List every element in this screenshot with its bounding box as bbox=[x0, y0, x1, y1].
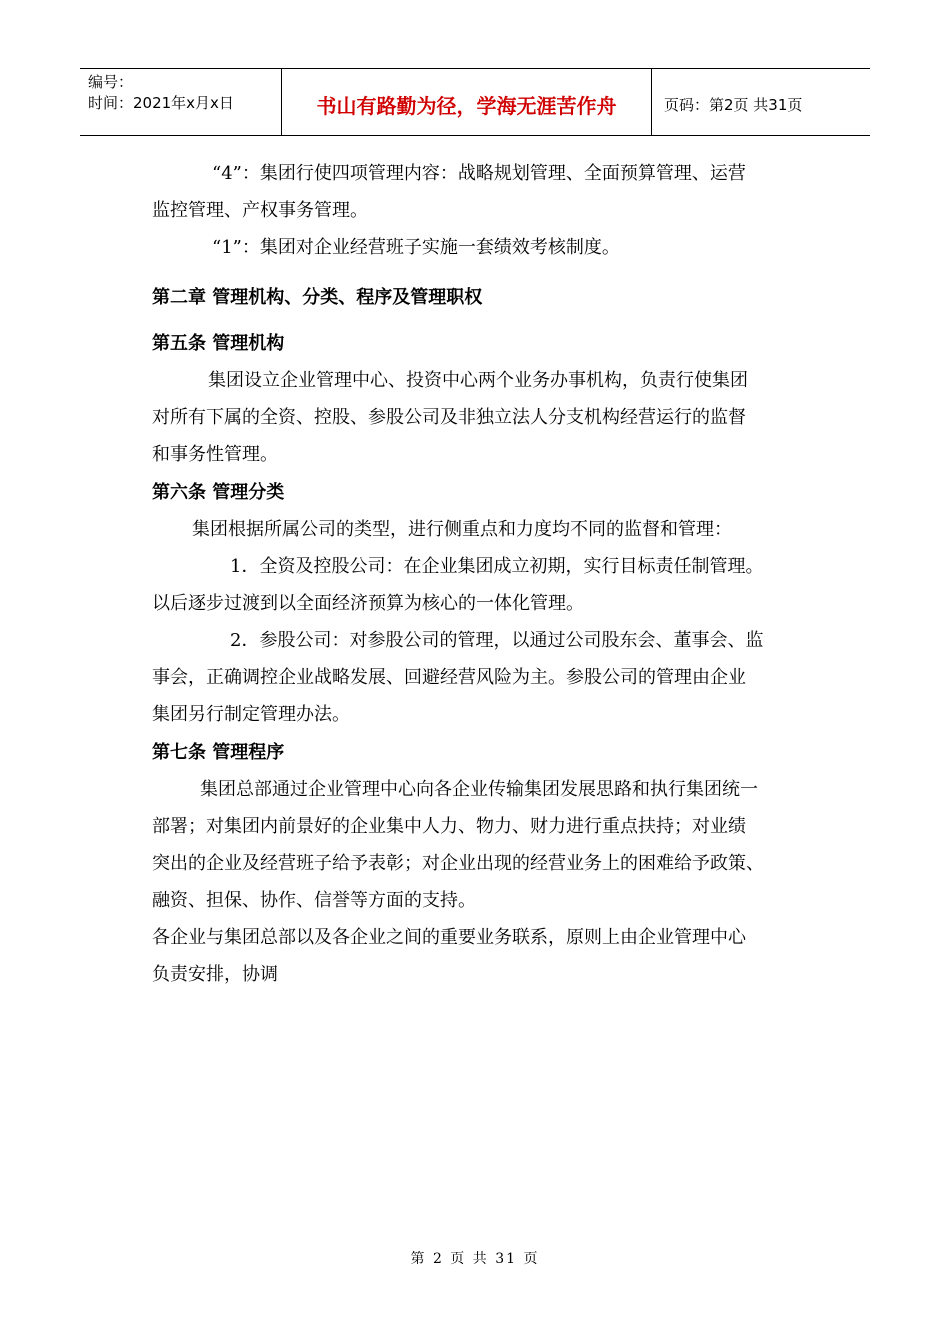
body-line: 集团总部通过企业管理中心向各企业传输集团发展思路和执行集团统一 bbox=[200, 779, 758, 800]
body-line: 以后逐步过渡到以全面经济预算为核心的一体化管理。 bbox=[152, 593, 584, 614]
body-line: 事会，正确调控企业战略发展、回避经营风险为主。参股公司的管理由企业 bbox=[152, 667, 746, 688]
header-motto: 书山有路勤为径，学海无涯苦作舟 bbox=[281, 69, 652, 135]
body-line: “4”：集团行使四项管理内容：战略规划管理、全面预算管理、运营 bbox=[212, 163, 746, 184]
body-line: 监控管理、产权事务管理。 bbox=[152, 200, 368, 221]
body-line: 和事务性管理。 bbox=[152, 444, 278, 465]
document-number-label: 编号： bbox=[88, 73, 134, 91]
document-date: 时间：2021年x月x日 bbox=[88, 94, 234, 112]
header-meta bbox=[80, 69, 281, 135]
body-line: “1”：集团对企业经营班子实施一套绩效考核制度。 bbox=[212, 237, 620, 258]
body-line: 突出的企业及经营班子给予表彰；对企业出现的经营业务上的困难给予政策、 bbox=[152, 853, 764, 874]
header-page-info: 页码：第2页 共31页 bbox=[664, 95, 803, 114]
body-line: 集团根据所属公司的类型，进行侧重点和力度均不同的监督和管理： bbox=[192, 519, 732, 540]
body-line: 负责安排，协调 bbox=[152, 964, 278, 985]
document-header bbox=[80, 68, 870, 136]
body-line: 各企业与集团总部以及各企业之间的重要业务联系，原则上由企业管理中心 bbox=[152, 927, 746, 948]
chapter-heading: 第二章 管理机构、分类、程序及管理职权 bbox=[152, 287, 483, 308]
article-heading: 第五条 管理机构 bbox=[152, 333, 285, 354]
body-line: 集团设立企业管理中心、投资中心两个业务办事机构，负责行使集团 bbox=[208, 370, 748, 391]
article-heading: 第六条 管理分类 bbox=[152, 482, 285, 503]
body-line: 集团另行制定管理办法。 bbox=[152, 704, 350, 725]
body-line: 1．全资及控股公司：在企业集团成立初期，实行目标责任制管理。 bbox=[230, 556, 764, 577]
article-heading: 第七条 管理程序 bbox=[152, 742, 285, 763]
body-line: 部署；对集团内前景好的企业集中人力、物力、财力进行重点扶持；对业绩 bbox=[152, 816, 746, 837]
body-line: 2．参股公司：对参股公司的管理，以通过公司股东会、董事会、监 bbox=[230, 630, 764, 651]
body-line: 对所有下属的全资、控股、参股公司及非独立法人分支机构经营运行的监督 bbox=[152, 407, 746, 428]
page-footer: 第 2 页 共 31 页 bbox=[410, 1251, 540, 1267]
body-line: 融资、担保、协作、信誉等方面的支持。 bbox=[152, 890, 476, 911]
